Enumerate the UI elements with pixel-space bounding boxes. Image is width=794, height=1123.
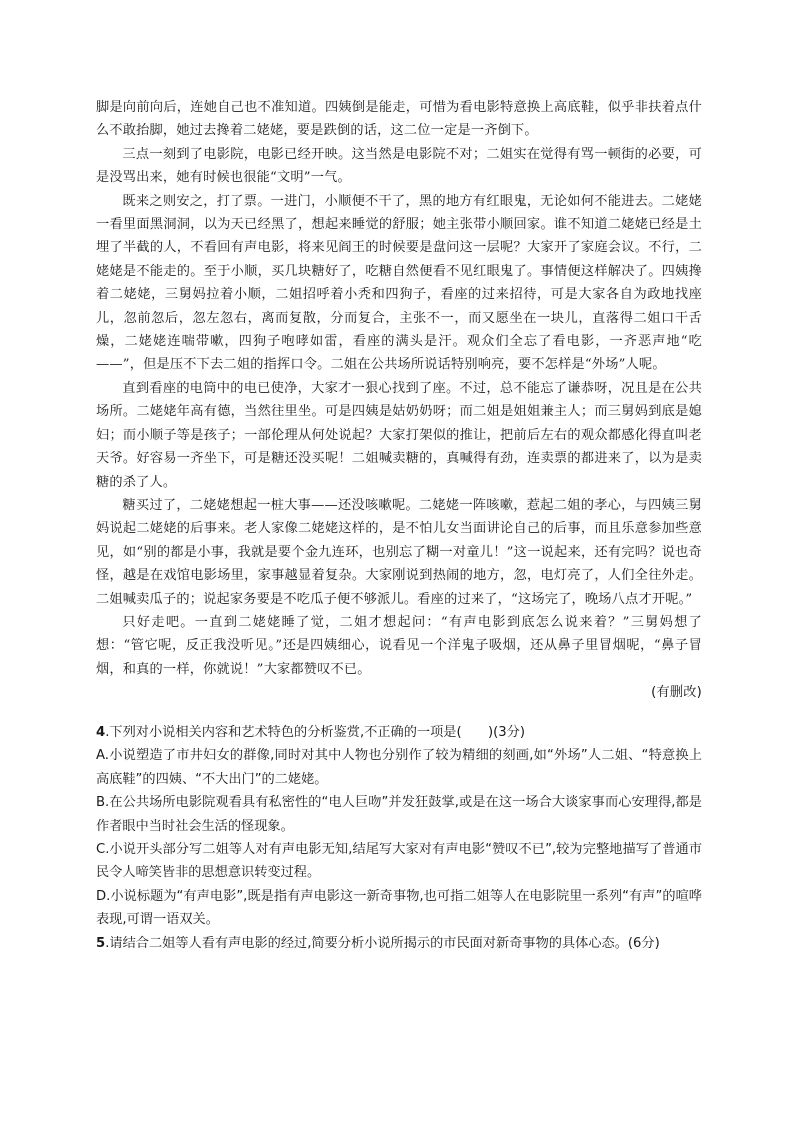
question-5-stem (96, 932, 702, 955)
story-paragraph-1: 脚是向前向后，连她自己也不准知道。四姨倒是能走，可惜为看电影特意换上高底鞋，似乎非扶着点什么不敢抬脚，她过去搀着二姥姥，要是跌倒的话，这二位一定是一齐倒下。 (96, 100, 702, 139)
question-4-option-c: C.小说开头部分写二姐等人对有声电影无知,结尾写大家对有声电影“赞叹不已”,较为完整地描写了普通市民令人啼笑皆非的思想意识转变过程。 (96, 842, 702, 881)
story-paragraph-6: 只好走吧。一直到二姥姥睡了觉，二姐才想起问：“有声电影到底怎么说来着？”三舅妈想了想：“管它呢，反正我没听见。”还是四姨细心，说看见一个洋鬼子吸烟，还从鼻子里冒烟呢，“鼻子冒烟，和真的一样，你就说！”大家都赞叹不已。 (96, 614, 702, 677)
questions-section (96, 721, 702, 955)
story-excerpt (96, 96, 702, 705)
question-4-stem (96, 721, 702, 744)
story-paragraph-5: 糖买过了，二姥姥想起一桩大事——还没咳嗽呢。二姥姥一阵咳嗽，惹起二姐的孝心，与四姨三舅妈说起二姥姥的后事来。老人家像二姥姥这样的，是不怕儿女当面讲论自己的后事，而且乐意参加些意见，如“别的都是小事，我就是要个金九连环，也别忘了糊一对童儿！”这一说起来，还有完吗？说也奇怪，越是在戏馆电影场里，家事越显着复杂。大家刚说到热闹的地方，忽，电灯亮了，人们全往外走。二姐喊卖瓜子的；说起家务要是不吃瓜子便不够派儿。看座的过来了，“这场完了，晚场八点才开呢。” (96, 497, 702, 607)
question-4-text: .下列对小说相关内容和艺术特色的分析鉴赏,不正确的一项是( )(3分) (105, 725, 525, 740)
story-paragraph-4: 直到看座的电筒中的电已使净，大家才一狠心找到了座。不过，总不能忘了谦恭呀，况且是在公共场所。二姥姥年高有德，当然往里坐。可是四姨是姑奶奶呀；而二姐是姐姐兼主人；而三舅妈到底是媳妇；而小顺子等是孩子；一部伦理从何处说起？大家打架似的推让，把前后左右的观众都感化得直叫老天爷。好容易一齐坐下，可是糖还没买呢！二姐喊卖糖的，真喊得有劲，连卖票的都进来了，以为是卖糖的杀了人。 (96, 380, 702, 490)
question-4-option-b: B.在公共场所电影院观看具有私密性的“电人巨吻”并发狂鼓掌,或是在这一场合大谈家事而心安理得,都是作者眼中当时社会生活的怪现象。 (96, 795, 702, 834)
question-4-number: 4 (96, 725, 106, 740)
abridged-note: (有删改) (651, 685, 702, 701)
question-4-option-a: A.小说塑造了市井妇女的群像,同时对其中人物也分别作了较为精细的刻画,如“外场”人二姐、“特意换上高底鞋”的四姨、“不大出门”的二姥姥。 (96, 748, 702, 787)
story-paragraph-2: 三点一刻到了电影院，电影已经开映。这当然是电影院不对；二姐实在觉得有骂一顿街的必要，可是没骂出来，她有时候也很能“文明”一气。 (96, 146, 702, 186)
question-5-number: 5 (96, 935, 106, 951)
question-5-text: .请结合二姐等人看有声电影的经过,简要分析小说所揭示的市民面对新奇事物的具体心态。(6分) (105, 935, 660, 951)
question-4-option-d: D.小说标题为“有声电影”,既是指有声电影这一新奇事物,也可指二姐等人在电影院里一系列“有声”的喧哗表现,可谓一语双关。 (96, 888, 702, 928)
story-paragraph-3: 既来之则安之，打了票。一进门，小顺便不干了，黑的地方有红眼鬼，无论如何不能进去。二姥姥一看里面黑洞洞，以为天已经黑了，想起来睡觉的舒服；她主张带小顺回家。谁不知道二姥姥已经是土埋了半截的人，不看回有声电影，将来见阎王的时候要是盘问这一层呢？大家开了家庭会议。不行，二姥姥是不能走的。至于小顺，买几块糖好了，吃糖自然便看不见红眼鬼了。事情便这样解决了。四姨搀着二姥姥，三舅妈拉着小顺，二姐招呼着小秃和四狗子，看座的过来招待，可是大家各自为政地找座儿，忽前忽后，忽左忽右，离而复散，分而复合，主张不一，而又愿坐在一块儿，直落得二姐口干舌燥，二姥姥连喘带嗽，四狗子咆哮如雷，看座的满头是汗。观众们全忘了看电影，一齐恶声地“吃——”，但是压不下去二姐的指挥口令。二姐在公共场所说话特别响亮，要不怎样是“外场”人呢。 (96, 193, 702, 373)
